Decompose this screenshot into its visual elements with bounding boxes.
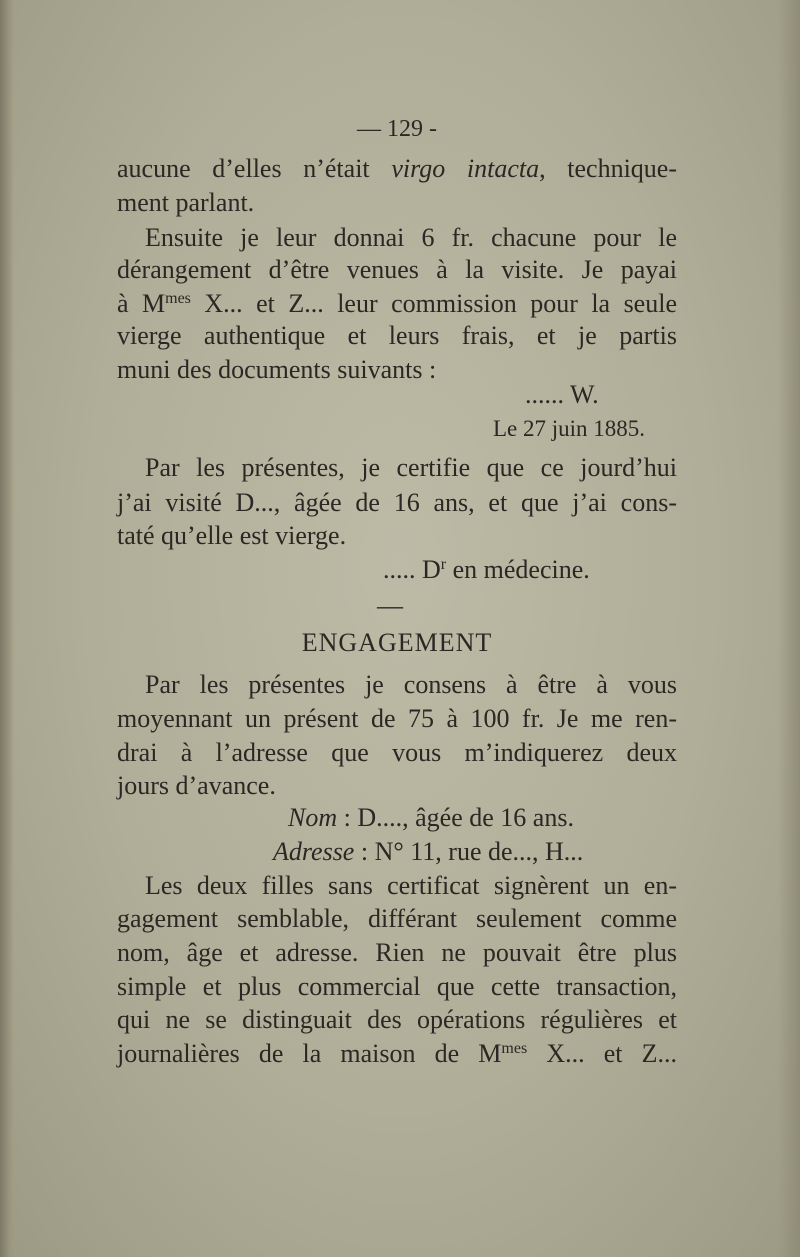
form-address-line: Adresse : N° 11, rue de..., H... [273,837,584,866]
signature-initial: ...... W. [525,380,599,409]
text-line: muni des documents suivants : [117,355,437,384]
text-line: Les deux filles sans certificat signèrent un en- [145,871,677,900]
separator-dash: — [377,591,403,620]
date-line: Le 27 juin 1885. [492,416,645,441]
text-line: journalières de la maison de $M^{mes}$ X... et Z... [117,1039,677,1068]
page-right-edge [778,0,800,1257]
text-line: jours d’avance. [117,771,276,800]
text-line: nom, âge et adresse. Rien ne pouvait être plus [117,938,677,967]
text-line: taté qu’elle est vierge. [117,521,347,550]
form-name-line: Nom : D...., âgée de 16 ans. [288,803,574,832]
text-line: aucune d’elles n’était virgo intacta, technique- [117,154,677,183]
section-heading: ENGAGEMENT [301,628,493,657]
signature-line: ..... $D^r$ en médecine. [383,555,590,584]
text-line: simple et plus commercial que cette transaction, [117,972,677,1001]
text-line: ment parlant. [117,188,255,217]
text-line: drai à l’adresse que vous m’indiquerez deux [117,738,677,767]
text-line: vierge authentique et leurs frais, et je partis [117,321,677,350]
text-line: Par les présentes je consens à être à vous [145,670,677,699]
text-line: qui ne se distinguait des opérations régulières et [117,1005,677,1034]
text-line: gagement semblable, différant seulement comme [117,904,677,933]
text-line: j’ai visité D..., âgée de 16 ans, et que j’ai cons- [117,488,677,517]
text-line: moyennant un présent de 75 à 100 fr. Je me ren- [117,704,677,733]
page-left-edge [0,0,14,1257]
text-line: Par les présentes, je certifie que ce jourd’hui [145,453,677,482]
page-number: — 129 - [357,116,437,142]
text-line: Ensuite je leur donnai 6 fr. chacune pour le [145,223,677,252]
text-line: dérangement d’être venues à la visite. Je payai [117,255,677,284]
text-line: à $M^{mes}$ X... et Z... leur commission pour la seule [117,289,677,318]
